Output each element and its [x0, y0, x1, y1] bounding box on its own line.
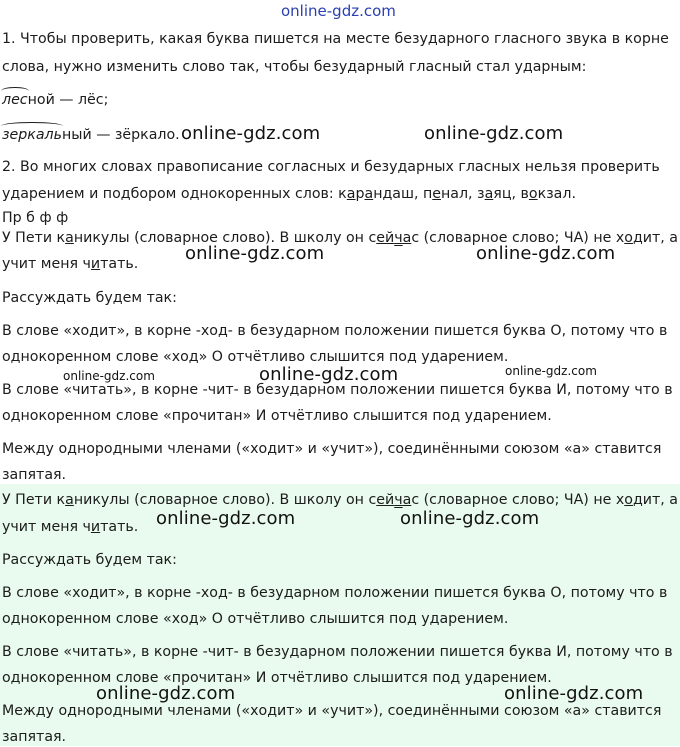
watermark: online-gdz.com	[96, 683, 236, 704]
answer2-reasoning-intro: Рассуждать будем так:	[2, 552, 177, 568]
watermark-small: online-gdz.com	[63, 369, 155, 383]
answer2-line2: учит меня читать.	[2, 519, 139, 535]
watermark: online-gdz.com	[476, 243, 616, 264]
answer2-para-chitat-l2: однокоренном слове «прочитан» И отчётливо слышится под ударением.	[2, 670, 552, 686]
answer1-para-comma-l2: запятая.	[2, 467, 67, 483]
rule1-example2: зеркальный — зёркало.	[2, 127, 180, 143]
root-mark: зеркаль	[2, 127, 62, 143]
rule1-line1: 1. Чтобы проверить, какая буква пишется на месте безударного гласного звука в корне	[2, 31, 669, 47]
answer1-line1: У Пети каникулы (словарное слово). В школу он сейчас (словарное слово; ЧА) не ходит, а	[2, 230, 678, 246]
watermark: online-gdz.com	[185, 243, 325, 264]
answer2-para-comma-l2: запятая.	[2, 729, 67, 745]
watermark-top: online-gdz.com	[281, 2, 396, 20]
rule2-line1: 2. Во многих словах правописание согласных и безударных гласных нельзя проверить	[2, 159, 660, 175]
rule2-line2: ударением и подбором однокоренных слов: карандаш, пенал, заяц, вокзал.	[2, 186, 576, 202]
cut-off-line: Пр б ф ф	[2, 210, 69, 226]
rule1-line2: слова, нужно изменить слово так, чтобы безударный гласный стал ударным:	[2, 59, 587, 75]
rule1-example1: лесной — лёс;	[2, 92, 109, 108]
answer1-para-hodit-l2: однокоренном слове «ход» О отчётливо слышится под ударением.	[2, 349, 509, 365]
answer2-line1: У Пети каникулы (словарное слово). В школу он сейчас (словарное слово; ЧА) не ходит, а	[2, 492, 678, 508]
watermark: online-gdz.com	[400, 508, 540, 529]
watermark: online-gdz.com	[181, 123, 321, 144]
watermark: online-gdz.com	[504, 683, 644, 704]
answer2-para-comma-l1: Между однородными членами («ходит» и «учит»), соединёнными союзом «а» ставится	[2, 703, 662, 719]
answer1-para-comma-l1: Между однородными членами («ходит» и «учит»), соединёнными союзом «а» ставится	[2, 441, 662, 457]
answer1-para-chitat-l1: В слове «читать», в корне -чит- в безударном положении пишется буква И, потому что в	[2, 382, 673, 398]
answer1-line2: учит меня читать.	[2, 256, 139, 272]
answer1-reasoning-intro: Рассуждать будем так:	[2, 290, 177, 306]
watermark: online-gdz.com	[156, 508, 296, 529]
watermark-small: online-gdz.com	[505, 364, 597, 378]
answer2-para-hodit-l1: В слове «ходит», в корне -ход- в безударном положении пишется буква О, потому что в	[2, 585, 668, 601]
answer2-para-hodit-l2: однокоренном слове «ход» О отчётливо слышится под ударением.	[2, 611, 509, 627]
watermark: online-gdz.com	[424, 123, 564, 144]
answer2-para-chitat-l1: В слове «читать», в корне -чит- в безударном положении пишется буква И, потому что в	[2, 644, 673, 660]
answer1-para-hodit-l1: В слове «ходит», в корне -ход- в безударном положении пишется буква О, потому что в	[2, 323, 668, 339]
watermark: online-gdz.com	[259, 364, 399, 385]
root-mark: лес	[2, 92, 28, 108]
answer1-para-chitat-l2: однокоренном слове «прочитан» И отчётливо слышится под ударением.	[2, 408, 552, 424]
